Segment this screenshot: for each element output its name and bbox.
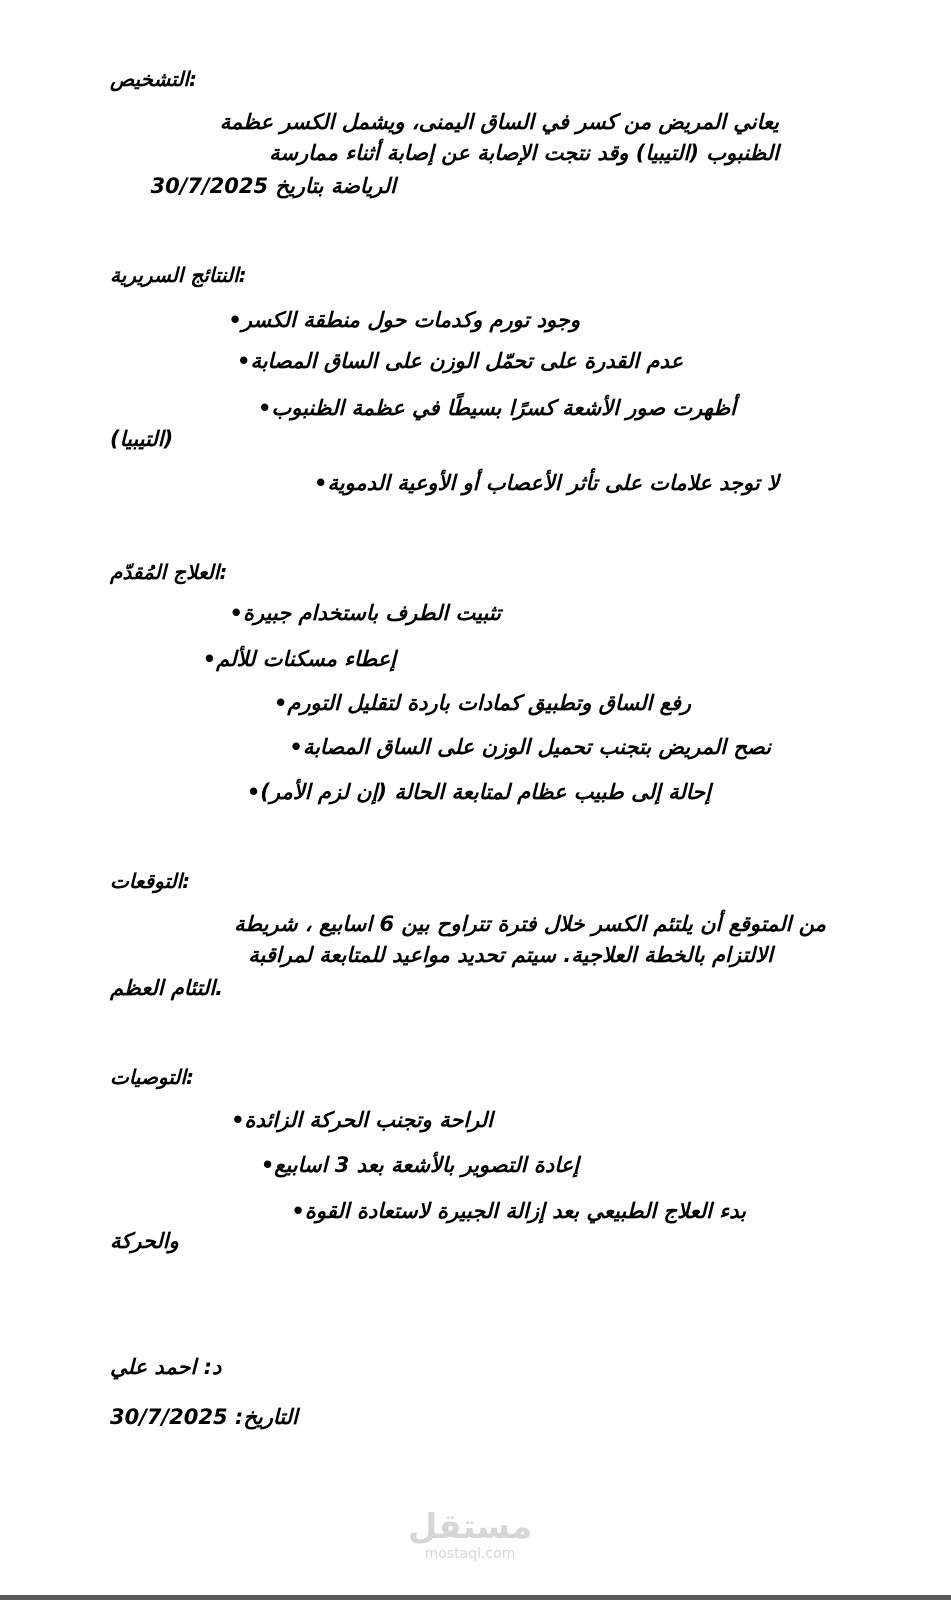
prognosis-text-line-1: من المتوقع أن يلتئم الكسر خلال فترة تتراوح بين 6 اسابيع ، شريطة xyxy=(234,912,826,936)
diagnosis-text-line-3: الرياضة بتاريخ 30/7/2025 xyxy=(150,174,396,198)
prognosis-text-line-2: الالتزام بالخطة العلاجية. سيتم تحديد مواعيد للمتابعة لمراقبة xyxy=(248,943,773,967)
treatment-item: إحالة إلى طبيب عظام لمتابعة الحالة (إن لزم الأمر)• xyxy=(246,780,711,804)
mostaql-logo: مستقل xyxy=(407,1507,533,1547)
treatment-item: تثبيت الطرف باستخدام جبيرة• xyxy=(229,601,501,625)
prognosis-text-line-3: .التئام العظم xyxy=(110,976,224,1000)
diagnosis-text-line-1: يعاني المريض من كسر في الساق اليمنى، ويشمل الكسر عظمة xyxy=(219,110,779,134)
recommendation-item-continuation: والحركة xyxy=(110,1229,179,1253)
mostaql-url: mostaql.com xyxy=(424,1546,516,1562)
treatment-item: إعطاء مسكنات للألم• xyxy=(202,647,396,671)
treatment-heading: :العلاج المُقدّم xyxy=(110,560,228,584)
report-date: التاريخ: 30/7/2025 xyxy=(110,1405,298,1429)
mostaql-watermark xyxy=(400,1508,540,1562)
diagnosis-heading: :التشخيص xyxy=(110,67,197,91)
clinical-finding-item: أظهرت صور الأشعة كسرًا بسيطًا في عظمة الظنبوب• xyxy=(258,396,736,420)
prognosis-heading: :التوقعات xyxy=(110,869,191,893)
clinical-finding-item: عدم القدرة على تحمّل الوزن على الساق المصابة• xyxy=(237,349,683,373)
treatment-item: نصح المريض بتجنب تحميل الوزن على الساق المصابة• xyxy=(289,735,771,759)
recommendation-item: إعادة التصوير بالأشعة بعد 3 اسابيع• xyxy=(260,1153,579,1177)
clinical-finding-item-continuation: (التيبيا) xyxy=(110,427,174,451)
diagnosis-text-line-2: الظنبوب (التيبيا) وقد نتجت الإصابة عن إصابة أثناء ممارسة xyxy=(269,141,779,165)
recommendations-heading: :التوصيات xyxy=(110,1065,194,1089)
clinical-findings-heading: :النتائج السريرية xyxy=(110,263,247,287)
doctor-name: د: احمد علي xyxy=(110,1355,222,1379)
recommendation-item: بدء العلاج الطبيعي بعد إزالة الجبيرة لاستعادة القوة• xyxy=(291,1199,746,1223)
recommendation-item: الراحة وتجنب الحركة الزائدة• xyxy=(231,1108,493,1132)
bottom-edge-bar xyxy=(0,1595,951,1600)
clinical-finding-item: وجود تورم وكدمات حول منطقة الكسر• xyxy=(228,308,580,332)
treatment-item: رفع الساق وتطبيق كمادات باردة لتقليل التورم• xyxy=(273,691,691,715)
clinical-finding-item: لا توجد علامات على تأثر الأعصاب أو الأوعية الدموية• xyxy=(314,471,779,495)
